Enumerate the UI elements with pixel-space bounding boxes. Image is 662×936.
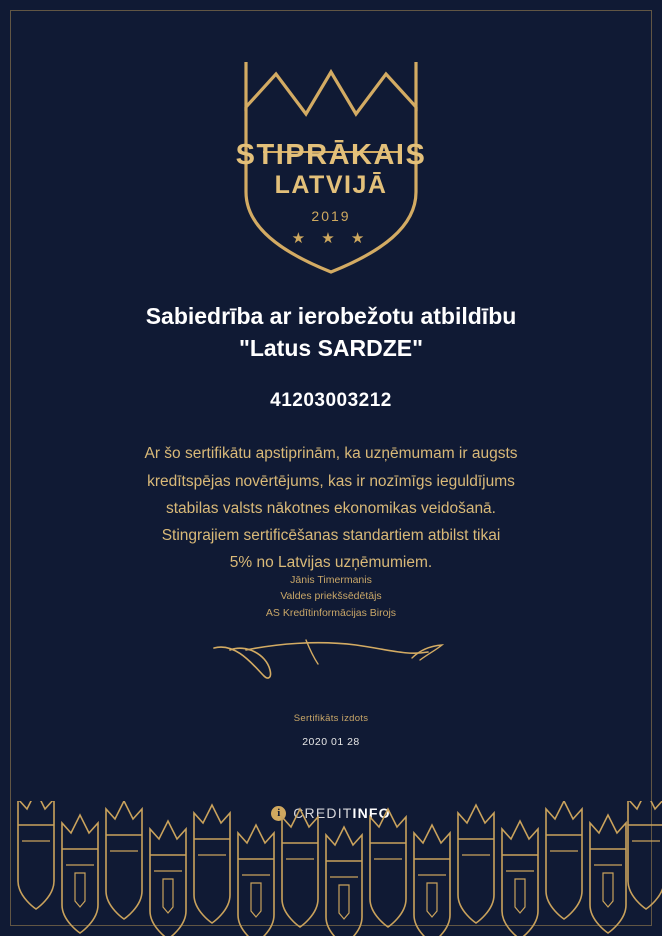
statement-line: Stingrajiem sertificēšanas standartiem atbilst tikai <box>161 526 501 544</box>
company-name-line1: Sabiedrība ar ierobežotu atbildību <box>145 303 517 329</box>
crest-stars-icon: ★ ★ ★ <box>291 229 371 247</box>
issued-block <box>0 708 662 754</box>
bottom-ornament-row <box>0 801 662 936</box>
statement-line: 5% no Latvijas uzņēmumiem. <box>229 553 433 571</box>
issued-date: 2020 01 28 <box>302 735 360 748</box>
crest-text-block <box>0 140 662 247</box>
certificate-statement <box>60 440 602 576</box>
crest-year: 2019 <box>311 207 351 224</box>
brand-word-info: INFO <box>352 805 391 821</box>
company-name <box>60 300 602 364</box>
signatory-name: Jānis Timermanis <box>290 574 372 586</box>
registration-number: 41203003212 <box>270 390 392 412</box>
signatory-organization: AS Kredītinformācijas Birojs <box>265 606 397 619</box>
statement-line: kredītspējas novērtējums, kas ir nozīmīgs ieguldījums <box>147 472 515 490</box>
company-name-line2: "Latus SARDZE" <box>238 335 424 362</box>
statement-line: stabilas valsts nākotnes ekonomikas veidošanā. <box>166 499 496 517</box>
signature-mark <box>0 636 662 684</box>
statement-line: Ar šo sertifikātu apstiprinām, ka uzņēmumam ir augsts <box>144 445 518 463</box>
brand-word-credit: CREDIT <box>293 805 353 821</box>
creditinfo-mark-icon: i <box>271 806 286 821</box>
issued-label: Sertifikāts izdots <box>293 713 369 724</box>
crest-title-line2: LATVIJĀ <box>274 171 388 200</box>
signatory-block <box>0 572 662 621</box>
crest-title-line1: STIPRĀKAIS <box>235 139 427 171</box>
signatory-position: Valdes priekšsēdētājs <box>280 590 382 603</box>
ornament-icon <box>0 801 662 936</box>
certificate-body <box>60 300 602 576</box>
crest-badge <box>0 52 662 282</box>
